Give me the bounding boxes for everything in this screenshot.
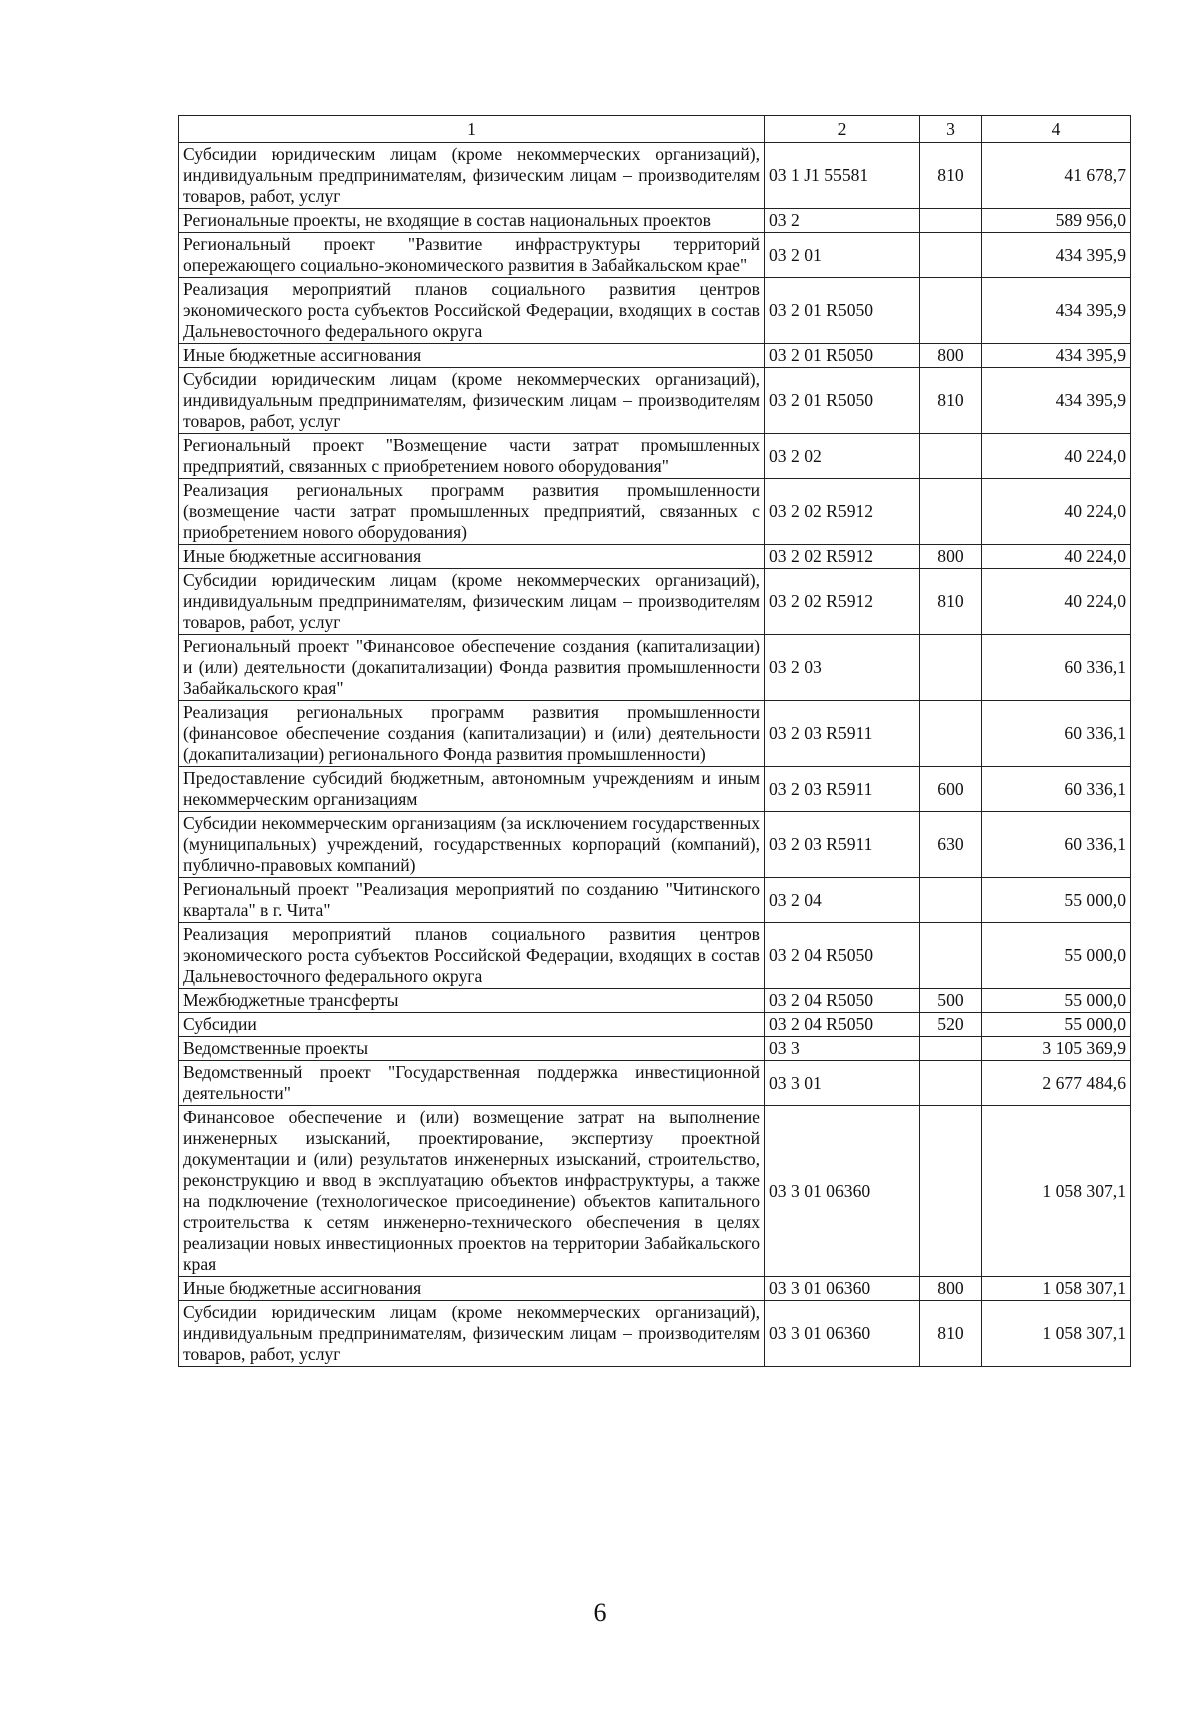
row-name-cell: Субсидии юридическим лицам (кроме некоммерческих организаций), индивидуальным предпринимателям, физическим лицам – производителям товаров, работ, услуг [179, 143, 765, 209]
row-code-cell: 03 2 03 [765, 635, 920, 701]
table-row [179, 989, 1131, 1013]
table-row [179, 1106, 1131, 1277]
row-kind-cell: 630 [920, 812, 982, 878]
row-name-cell: Реализация региональных программ развития промышленности (финансовое обеспечение создания (капитализации) и (или) деятельности (докапитализации) регионального Фонда развития промышленности) [179, 701, 765, 767]
table-row [179, 1061, 1131, 1106]
row-name-cell: Финансовое обеспечение и (или) возмещение затрат на выполнение инженерных изысканий, проектирование, экспертизу проектной документации и (или) результатов инженерных изысканий, строительство, реконструкцию и ввод в эксплуатацию объектов инфраструктуры, а также на подключение (технологическое присоединение) объектов капитального строительства к сетям инженерно-технического обеспечения в целях реализации новых инвестиционных проектов на территории Забайкальского края [179, 1106, 765, 1277]
table-row [179, 767, 1131, 812]
row-code-cell: 03 2 03 R5911 [765, 701, 920, 767]
row-amount-cell: 40 224,0 [982, 545, 1131, 569]
row-name-cell: Субсидии юридическим лицам (кроме некоммерческих организаций), индивидуальным предпринимателям, физическим лицам – производителям товаров, работ, услуг [179, 569, 765, 635]
row-name-cell: Межбюджетные трансферты [179, 989, 765, 1013]
table-row [179, 878, 1131, 923]
row-code-cell: 03 2 01 R5050 [765, 368, 920, 434]
table-row [179, 344, 1131, 368]
table-row [179, 1301, 1131, 1367]
header-row [179, 116, 1131, 143]
row-code-cell: 03 2 04 R5050 [765, 989, 920, 1013]
row-name-cell: Субсидии юридическим лицам (кроме некоммерческих организаций), индивидуальным предпринимателям, физическим лицам – производителям товаров, работ, услуг [179, 368, 765, 434]
row-kind-cell [920, 1037, 982, 1061]
row-name-cell: Реализация региональных программ развития промышленности (возмещение части затрат промышленных предприятий, связанных с приобретением нового оборудования) [179, 479, 765, 545]
row-kind-cell [920, 479, 982, 545]
row-amount-cell: 434 395,9 [982, 368, 1131, 434]
row-amount-cell: 1 058 307,1 [982, 1301, 1131, 1367]
table-row [179, 545, 1131, 569]
row-amount-cell: 40 224,0 [982, 434, 1131, 479]
table-row [179, 1037, 1131, 1061]
row-amount-cell: 1 058 307,1 [982, 1277, 1131, 1301]
row-name-cell: Предоставление субсидий бюджетным, автономным учреждениям и иным некоммерческим организациям [179, 767, 765, 812]
column-header-1: 1 [179, 116, 765, 143]
row-kind-cell: 800 [920, 344, 982, 368]
row-kind-cell: 520 [920, 1013, 982, 1037]
row-code-cell: 03 2 04 R5050 [765, 923, 920, 989]
row-name-cell: Региональный проект "Возмещение части затрат промышленных предприятий, связанных с приобретением нового оборудования" [179, 434, 765, 479]
table-header [179, 116, 1131, 143]
table-row [179, 812, 1131, 878]
row-amount-cell: 589 956,0 [982, 209, 1131, 233]
row-code-cell: 03 2 02 R5912 [765, 569, 920, 635]
row-kind-cell [920, 878, 982, 923]
table-row [179, 923, 1131, 989]
row-name-cell: Региональные проекты, не входящие в состав национальных проектов [179, 209, 765, 233]
budget-table [178, 115, 1131, 1367]
table-row [179, 278, 1131, 344]
row-code-cell: 03 2 03 R5911 [765, 812, 920, 878]
table-row [179, 143, 1131, 209]
row-code-cell: 03 3 01 06360 [765, 1106, 920, 1277]
row-amount-cell: 60 336,1 [982, 767, 1131, 812]
row-amount-cell: 55 000,0 [982, 1013, 1131, 1037]
row-kind-cell [920, 1061, 982, 1106]
table-body [179, 143, 1131, 1367]
row-amount-cell: 60 336,1 [982, 701, 1131, 767]
table-row [179, 209, 1131, 233]
table-row [179, 368, 1131, 434]
row-code-cell: 03 2 03 R5911 [765, 767, 920, 812]
row-amount-cell: 40 224,0 [982, 569, 1131, 635]
row-code-cell: 03 2 01 R5050 [765, 278, 920, 344]
row-kind-cell: 500 [920, 989, 982, 1013]
row-kind-cell: 800 [920, 1277, 982, 1301]
row-amount-cell: 1 058 307,1 [982, 1106, 1131, 1277]
row-code-cell: 03 2 [765, 209, 920, 233]
table-row [179, 701, 1131, 767]
row-amount-cell: 55 000,0 [982, 878, 1131, 923]
row-name-cell: Региональный проект "Развитие инфраструктуры территорий опережающего социально-экономического развития в Забайкальском крае" [179, 233, 765, 278]
row-code-cell: 03 1 J1 55581 [765, 143, 920, 209]
row-name-cell: Субсидии [179, 1013, 765, 1037]
row-kind-cell [920, 209, 982, 233]
table-row [179, 1013, 1131, 1037]
table-row [179, 635, 1131, 701]
row-kind-cell [920, 635, 982, 701]
row-name-cell: Региональный проект "Реализация мероприятий по созданию "Читинского квартала" в г. Чита" [179, 878, 765, 923]
row-code-cell: 03 3 [765, 1037, 920, 1061]
row-amount-cell: 60 336,1 [982, 812, 1131, 878]
table-row [179, 479, 1131, 545]
row-code-cell: 03 2 02 R5912 [765, 479, 920, 545]
column-header-4: 4 [982, 116, 1131, 143]
row-code-cell: 03 3 01 06360 [765, 1277, 920, 1301]
row-code-cell: 03 2 02 [765, 434, 920, 479]
row-kind-cell [920, 233, 982, 278]
row-kind-cell: 810 [920, 143, 982, 209]
row-kind-cell: 810 [920, 569, 982, 635]
row-name-cell: Региональный проект "Финансовое обеспечение создания (капитализации) и (или) деятельности (докапитализации) Фонда развития промышленности Забайкальского края" [179, 635, 765, 701]
row-amount-cell: 434 395,9 [982, 278, 1131, 344]
row-kind-cell [920, 278, 982, 344]
row-amount-cell: 2 677 484,6 [982, 1061, 1131, 1106]
table-row [179, 434, 1131, 479]
row-code-cell: 03 2 01 [765, 233, 920, 278]
row-kind-cell: 810 [920, 368, 982, 434]
row-code-cell: 03 2 01 R5050 [765, 344, 920, 368]
row-code-cell: 03 2 04 R5050 [765, 1013, 920, 1037]
row-amount-cell: 434 395,9 [982, 344, 1131, 368]
column-header-3: 3 [920, 116, 982, 143]
row-code-cell: 03 2 04 [765, 878, 920, 923]
row-name-cell: Ведомственные проекты [179, 1037, 765, 1061]
row-amount-cell: 41 678,7 [982, 143, 1131, 209]
table-row [179, 569, 1131, 635]
row-name-cell: Иные бюджетные ассигнования [179, 344, 765, 368]
row-name-cell: Ведомственный проект "Государственная поддержка инвестиционной деятельности" [179, 1061, 765, 1106]
row-kind-cell [920, 923, 982, 989]
row-kind-cell: 600 [920, 767, 982, 812]
row-name-cell: Иные бюджетные ассигнования [179, 1277, 765, 1301]
row-kind-cell [920, 701, 982, 767]
row-name-cell: Реализация мероприятий планов социального развития центров экономического роста субъектов Российской Федерации, входящих в состав Дальневосточного федерального округа [179, 278, 765, 344]
row-amount-cell: 40 224,0 [982, 479, 1131, 545]
row-name-cell: Субсидии некоммерческим организациям (за исключением государственных (муниципальных) учреждений, государственных корпораций (компаний), публично-правовых компаний) [179, 812, 765, 878]
page-number: 6 [593, 1598, 607, 1627]
row-kind-cell [920, 434, 982, 479]
row-code-cell: 03 2 02 R5912 [765, 545, 920, 569]
row-kind-cell: 800 [920, 545, 982, 569]
row-code-cell: 03 3 01 [765, 1061, 920, 1106]
row-kind-cell: 810 [920, 1301, 982, 1367]
row-name-cell: Реализация мероприятий планов социального развития центров экономического роста субъектов Российской Федерации, входящих в состав Дальневосточного федерального округа [179, 923, 765, 989]
table-row [179, 233, 1131, 278]
row-amount-cell: 55 000,0 [982, 989, 1131, 1013]
row-code-cell: 03 3 01 06360 [765, 1301, 920, 1367]
row-amount-cell: 3 105 369,9 [982, 1037, 1131, 1061]
row-amount-cell: 434 395,9 [982, 233, 1131, 278]
row-name-cell: Субсидии юридическим лицам (кроме некоммерческих организаций), индивидуальным предпринимателям, физическим лицам – производителям товаров, работ, услуг [179, 1301, 765, 1367]
column-header-2: 2 [765, 116, 920, 143]
row-amount-cell: 60 336,1 [982, 635, 1131, 701]
row-kind-cell [920, 1106, 982, 1277]
row-name-cell: Иные бюджетные ассигнования [179, 545, 765, 569]
table-row [179, 1277, 1131, 1301]
row-amount-cell: 55 000,0 [982, 923, 1131, 989]
